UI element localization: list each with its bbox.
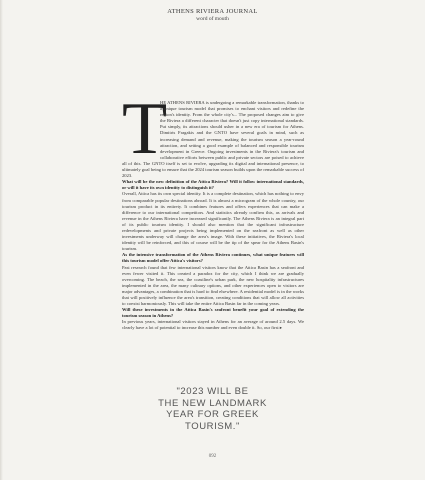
interview-answer: Overall, Attica has its own special identity. It is a complete destination, which has nothing to envy from comparable popular destinations abroad. It is almost a microgram of the whole country, our tourism product in its entirety. It combines features and offers experiences that can make a difference to our international competitors. And statistics already confirm this, as arrivals and revenue in the Athens Riviera have increased significantly. The Athens Riviera is an integral part of its public tourism identity. I should also mention that the significant infrastructure redevelopments and private projects being implemented on the seafront as well as other investments underway will change the area's image. With these initiatives, the Riviera's local identity will be reinforced, and this of course will be the tip of the spear for the Athens Basin's tourism. — [122, 191, 304, 252]
pull-quote — [60, 386, 365, 432]
interview-question: As the intensive transformation of the Athens Riviera continues, what unique features will this tourism model offer Attica's visitors? — [122, 252, 304, 264]
interview-question: Will these investments in the Attica Basin's seafront benefit your goal of extending the tourism season in Athens? — [122, 307, 304, 319]
publication-title: ATHENS RIVIERA JOURNAL — [167, 8, 258, 15]
section-label: word of mouth — [196, 16, 229, 22]
page-number: 092 — [208, 454, 217, 459]
page-header — [0, 8, 425, 22]
page-spine-shadow — [0, 0, 3, 480]
pull-quote-line: "2023 WILL BE — [176, 386, 249, 397]
interview-question: What will be the new definition of the Attica Riviera? Will it follow international standards, or will it have its own identity to distinguish it? — [122, 179, 304, 191]
interview-answer: In previous years, international visitors stayed in Athens for an average of around 2.5 days. We clearly have a lot of potential to increase this number and even double it. So, our first ▸ — [122, 319, 304, 331]
article-body — [122, 100, 304, 332]
intro-paragraph-block — [122, 100, 304, 179]
drop-cap: T — [122, 100, 168, 170]
intro-paragraph: HE ATHENS RIVIERA is undergoing a remarkable transformation, thanks to a unique tourism model that promises to enchant visitors and redefine the region's identity. From the whole city's... The proposed changes aim to give the Riviera a different character that doesn't just copy international standards. Put simply, its attractions should usher in a new era of tourism for Athens. Dimitris Fragakis and the GNTO have several goals in mind, such as increasing demand and revenue, making the tourism season a year-round attraction, and setting a good example of balanced and responsible tourism development in Greece. Ongoing investments in the Riviera's tourism and collaborative efforts between public and private sectors are poised to achieve all of this. The GNTO itself is set to evolve, upgrading its digital and international presence, to ultimately goal being to ensure that the 2024 tourism season builds upon the remarkable success of 2023. — [122, 100, 304, 179]
pull-quote-line: TOURISM." — [184, 420, 241, 432]
interview-answer: Past research found that few international visitors know that the Attica Basin has a seafront and even fewer visited it. This created a paradox for the city, which I think we are gradually overcoming. The beach, the sea, the coastline's urban park, the new hospitality infrastructures implemented in the area, the many culinary options, and other experiences open to visitors are major advantages, a combination that is hard to find elsewhere. A residential model is in the works that will positively influence the area's transition, creating conditions that will allow all activities to coexist harmoniously. This will take the entire Attica Basin far in the coming years. — [122, 264, 304, 307]
pull-quote-line: YEAR FOR GREEK — [166, 409, 259, 420]
pull-quote-line: THE NEW LANDMARK — [158, 397, 267, 409]
